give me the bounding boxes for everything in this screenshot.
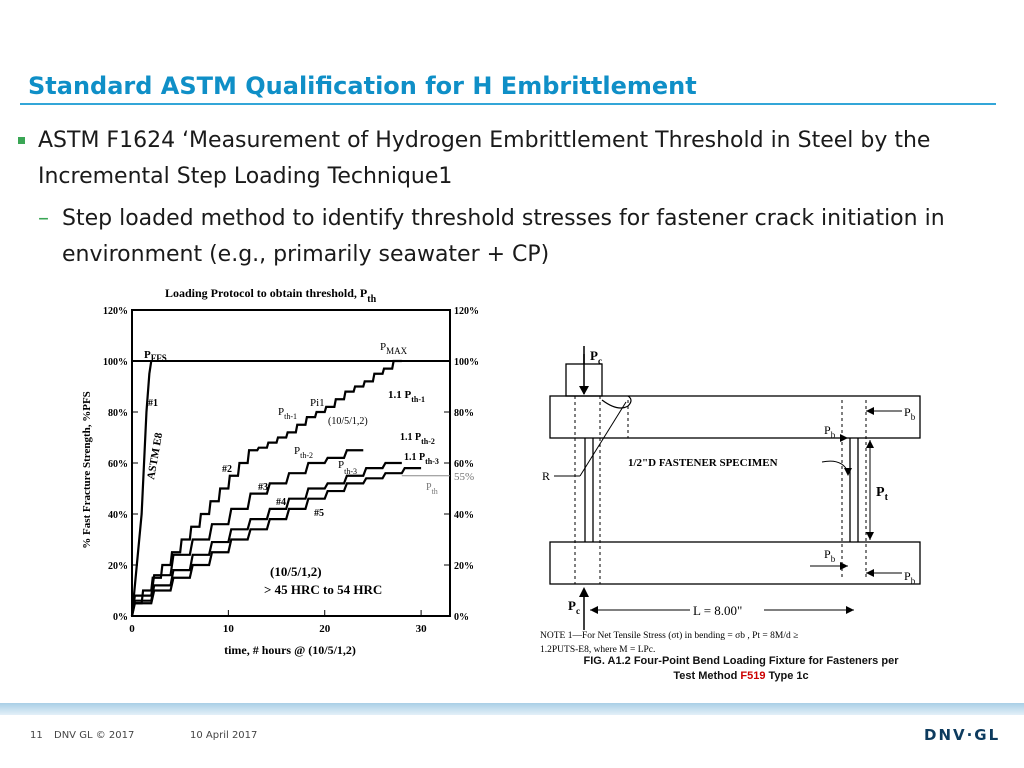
dnv-gl-logo: DNV·GL	[924, 726, 1001, 744]
y-tick-label-right: 20%	[454, 561, 474, 572]
ratio-1-1-pth2: 1.1 $P_{th-2}$	[400, 432, 435, 446]
slide-title: Standard ASTM Qualification for H Embrittlement	[28, 72, 697, 100]
note-line-1: NOTE 1—For Net Tensile Stress (σt) in bending = σb , Pt = 8M/d ≥	[540, 631, 799, 641]
bullet-astm-f1624: ASTM F1624 ‘Measurement of Hydrogen Embrittlement Threshold in Steel by the Incremental Step Loading Technique1	[38, 128, 931, 189]
length-label: L = 8.00"	[693, 603, 743, 618]
footer-band	[0, 703, 1024, 715]
y-tick-label-left: 80%	[108, 408, 128, 419]
chart-title: Loading Protocol to obtain threshold, $P_{th}$	[165, 286, 377, 305]
r-label: R	[542, 469, 551, 483]
footer-date: 10 April 2017	[190, 730, 258, 741]
y-tick-label-left: 100%	[103, 357, 128, 368]
pb-label-3: $P_b$	[824, 547, 836, 564]
y-tick-label-right: 120%	[454, 306, 479, 317]
pth3-label: $P_{th-3}$	[338, 459, 358, 476]
pth1-label: $P_{th-1}$	[278, 406, 298, 421]
y-tick-label-left: 20%	[108, 561, 128, 572]
sub-bullet-step-loaded: Step loaded method to identify threshold stresses for fastener crack initiation in environment (e.g., primarily seawater + CP)	[62, 206, 945, 267]
title-divider	[20, 103, 996, 105]
caption-line-2: Test Method F519 Type 1c	[673, 670, 809, 682]
curve-label-4: #4	[276, 497, 286, 508]
pmax-label: $P_{MAX}$	[380, 341, 408, 356]
ratio-1-1-pth3: 1.1 $P_{th-3}$	[404, 452, 439, 466]
pi1-protocol: (10/5/1,2)	[328, 416, 368, 427]
bullet-square-icon	[18, 137, 25, 144]
x-tick-label: 30	[415, 623, 427, 635]
curve-label-2: #2	[222, 464, 232, 475]
y-tick-labels-left	[103, 306, 128, 623]
x-tick-labels	[129, 610, 427, 635]
copyright: DNV GL © 2017	[54, 730, 135, 741]
hardness-label: > 45 HRC to 54 HRC	[264, 582, 383, 597]
loading-protocol-chart	[70, 280, 510, 670]
pt-label: $P_t$	[876, 485, 888, 503]
pct-55-label: 55%	[454, 471, 475, 483]
y-tick-label-left: 120%	[103, 306, 128, 317]
page-number: 11	[30, 730, 43, 741]
y-tick-label-left: 60%	[108, 459, 128, 470]
curve-label-1: #1	[148, 398, 158, 409]
pb-label-4: $P_b$	[904, 569, 916, 586]
y-tick-label-left: 0%	[113, 612, 128, 623]
lower-beam	[550, 542, 920, 584]
four-point-bend-diagram	[530, 340, 940, 690]
pth2-label: $P_{th-2}$	[294, 445, 314, 460]
x-tick-label: 20	[319, 623, 331, 635]
y-axis-label: % Fast Fracture Strength, %PFS	[81, 391, 93, 549]
y-tick-labels-right	[454, 306, 479, 623]
sub-bullet-dash: –	[38, 206, 49, 231]
pth-label: $P_{th}$	[426, 482, 438, 496]
y-tick-label-right: 80%	[454, 408, 474, 419]
specimen-label: 1/2"D FASTENER SPECIMEN	[628, 457, 778, 469]
astm-e8-label: ASTM E8	[145, 431, 166, 481]
pb-label-2: $P_b$	[824, 423, 836, 440]
x-tick-label: 0	[129, 623, 135, 635]
caption-line-1: FIG. A1.2 Four-Point Bend Loading Fixture for Fasteners per	[583, 655, 899, 667]
pb-label-1: $P_b$	[904, 405, 916, 422]
y-tick-label-right: 40%	[454, 510, 474, 521]
f519-link[interactable]: F519	[740, 670, 766, 682]
y-tick-label-right: 0%	[454, 612, 469, 623]
pc-bottom-label: $P_c$	[568, 598, 580, 616]
y-tick-label-right: 100%	[454, 357, 479, 368]
curve-label-3: #3	[258, 482, 268, 493]
curve-label-5: #5	[314, 508, 324, 519]
y-tick-label-left: 40%	[108, 510, 128, 521]
pi1-label: Pi1	[310, 397, 325, 409]
protocol-label: (10/5/1,2)	[270, 564, 322, 579]
x-axis-label: time, # hours @ (10/5/1,2)	[224, 643, 356, 657]
pc-top-label: $P_c$	[590, 348, 602, 366]
y-tick-label-right: 60%	[454, 459, 474, 470]
note-line-2: 1.2PUTS-E8, where M = LPc.	[540, 645, 656, 655]
ratio-1-1-pth1: 1.1 $P_{th-1}$	[388, 389, 426, 404]
figure-caption	[556, 654, 926, 684]
pffs-label: $P_{FFS}$	[144, 349, 167, 363]
x-tick-label: 10	[222, 623, 234, 635]
